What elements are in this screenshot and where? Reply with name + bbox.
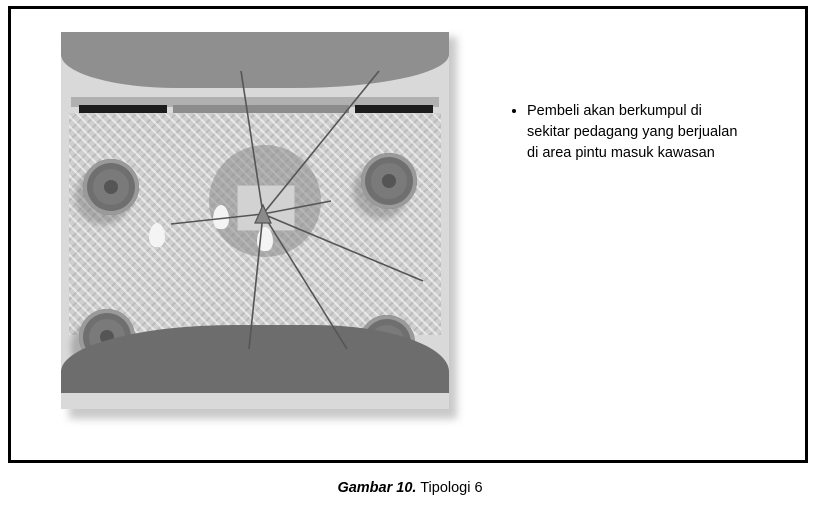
figure-box [8,6,808,463]
figure-caption-label: Gambar 10. [337,480,417,496]
flow-arrows [51,19,471,429]
arrow-line-top-left [241,71,263,214]
arrow-line-bottom [249,214,263,349]
arrow-line-short-right [263,201,331,214]
callout-text-block [511,101,741,164]
callout-bullet-list [511,101,741,164]
arrow-line-right [263,214,423,281]
callout-bullet-item: • Pembeli akan berkumpul di sekitar pedagang yang berjualan di area pintu masuk kawasan [527,101,741,164]
arrow-line-left [171,214,263,224]
arrow-line-bottom-right [263,214,347,349]
site-plan-illustration [51,19,471,429]
figure-caption [0,480,820,496]
figure-caption-text: Tipologi 6 [420,480,483,496]
arrow-line-top-right [263,71,379,214]
